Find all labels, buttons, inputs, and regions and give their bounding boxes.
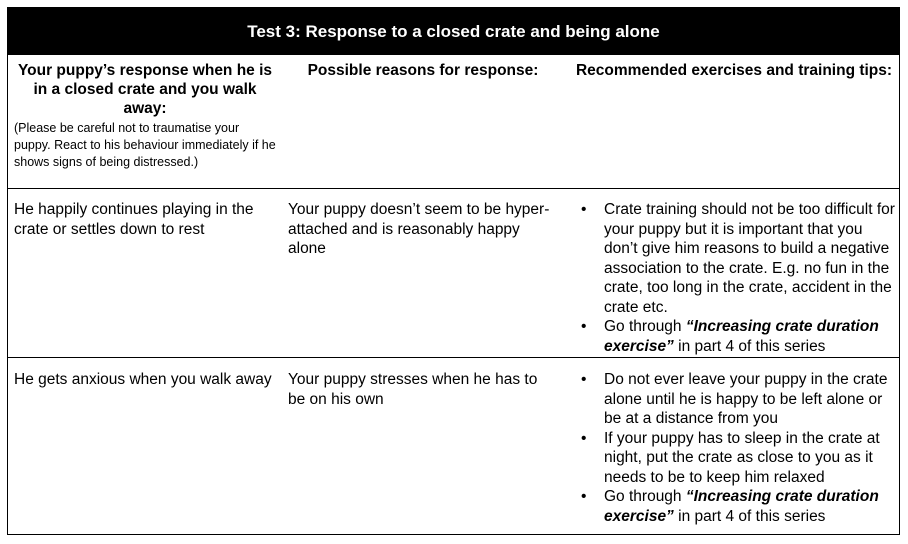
- row1-reason: Your puppy doesn’t seem to be hyper-attached and is reasonably happy alone: [288, 201, 550, 257]
- tip-text-tail: in part 4 of this series: [673, 507, 826, 525]
- bullet-icon: •: [581, 318, 587, 335]
- row1-response: He happily continues playing in the crate or settles down to rest: [14, 201, 254, 238]
- header-response: [14, 61, 276, 171]
- row-divider: [8, 188, 899, 189]
- row2-tips: [581, 370, 896, 526]
- header-response-note: (Please be careful not to traumatise your puppy. React to his behaviour immediately if he shows signs of being distressed.): [14, 121, 276, 169]
- header-tips: Recommended exercises and training tips:: [575, 62, 893, 79]
- tip-text-tail: in part 4 of this series: [673, 337, 826, 355]
- row2-response: He gets anxious when you walk away: [14, 371, 272, 388]
- tip-item: [581, 317, 896, 356]
- row-divider: [8, 357, 899, 358]
- tip-text: Go through: [604, 488, 686, 505]
- bullet-icon: •: [581, 201, 587, 218]
- exercise-name: “Increasing crate duration exercise”: [604, 318, 879, 355]
- row1-tips: [581, 200, 896, 356]
- table-title: Test 3: Response to a closed crate and being alone: [8, 8, 899, 55]
- crate-test-table: [7, 7, 900, 535]
- tip-item: [581, 487, 896, 526]
- header-reasons: Possible reasons for response:: [307, 62, 539, 79]
- header-response-title: Your puppy’s response when he is in a closed crate and you walk away:: [17, 62, 273, 117]
- tip-text: Go through: [604, 318, 686, 335]
- tip-text: If your puppy has to sleep in the crate at night, put the crate as close to you as it needs to be to keep him relaxed: [604, 429, 880, 486]
- tip-text: Crate training should not be too difficult for your puppy but it is important that you don’t give him reasons to build a negative association to the crate. E.g. no fun in the crate, too long in the crate, accident in the crate etc.: [604, 201, 895, 316]
- tip-item: [581, 200, 896, 317]
- exercise-name: “Increasing crate duration exercise”: [604, 488, 879, 525]
- bullet-icon: •: [581, 488, 587, 505]
- bullet-icon: •: [581, 371, 587, 388]
- tip-item: [581, 370, 896, 429]
- row2-reason: Your puppy stresses when he has to be on his own: [288, 371, 538, 408]
- tip-text: Do not ever leave your puppy in the crate alone until he is happy to be left alone or be at a distance from you: [604, 371, 888, 427]
- bullet-icon: •: [581, 429, 587, 447]
- tip-item: [581, 429, 896, 488]
